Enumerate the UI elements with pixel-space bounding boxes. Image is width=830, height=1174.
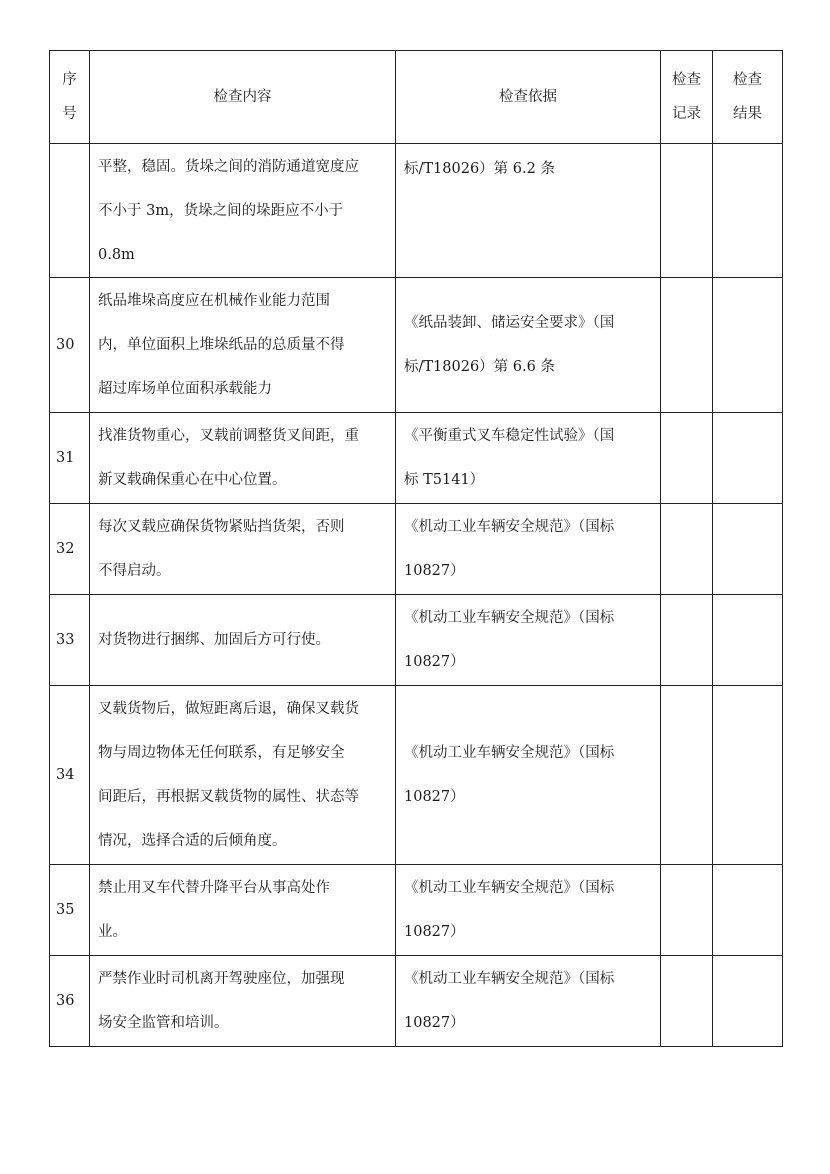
- basis-line: 标/T18026）第 6.6 条: [404, 359, 555, 375]
- header-no-line: 号: [62, 106, 77, 122]
- check-content: [90, 956, 396, 1047]
- content-line: 超过库场单位面积承载能力: [98, 381, 272, 397]
- basis-line: 《平衡重式叉车稳定性试验》（国: [404, 428, 615, 444]
- header-result: [713, 51, 783, 144]
- row-number: [50, 144, 90, 278]
- check-basis: [396, 413, 661, 504]
- content-line: 纸品堆垛高度应在机械作业能力范围: [98, 293, 330, 309]
- header-record-line: 记录: [672, 106, 701, 122]
- check-result-cell: [713, 413, 783, 504]
- header-content: 检查内容: [90, 51, 396, 144]
- row-number: 36: [50, 956, 90, 1047]
- header-basis: 检查依据: [396, 51, 661, 144]
- check-result-cell: [713, 595, 783, 686]
- row-number: 33: [50, 595, 90, 686]
- check-basis: [396, 595, 661, 686]
- content-line: 平整，稳固。货垛之间的消防通道宽度应: [98, 158, 359, 175]
- header-no-line: 序: [62, 72, 77, 88]
- check-content: [90, 865, 396, 956]
- content-line: 场安全监管和培训。: [98, 1015, 229, 1031]
- check-content: [90, 278, 396, 413]
- check-basis: [396, 278, 661, 413]
- table-row: [50, 504, 783, 595]
- check-record-cell: [661, 504, 713, 595]
- check-content: [90, 504, 396, 595]
- content-line: 对货物进行捆绑、加固后方可行使。: [98, 632, 330, 648]
- table-row: [50, 686, 783, 865]
- row-number: 35: [50, 865, 90, 956]
- content-line: 每次叉载应确保货物紧贴挡货架，否则: [98, 519, 345, 535]
- content-line: 内，单位面积上堆垛纸品的总质量不得: [98, 337, 345, 353]
- row-number: 31: [50, 413, 90, 504]
- header-result-line: 结果: [733, 106, 762, 122]
- basis-line: 10827）: [404, 789, 465, 805]
- content-line: 业。: [98, 924, 127, 940]
- check-basis: [396, 865, 661, 956]
- check-record-cell: [661, 686, 713, 865]
- basis-line: 《机动工业车辆安全规范》（国标: [404, 880, 615, 896]
- check-result-cell: [713, 686, 783, 865]
- check-content: [90, 686, 396, 865]
- inspection-table: [49, 50, 783, 1047]
- check-basis: [396, 956, 661, 1047]
- check-basis: [396, 144, 661, 278]
- check-record-cell: [661, 956, 713, 1047]
- basis-line: 《纸品装卸、储运安全要求》（国: [404, 315, 615, 331]
- check-result-cell: [713, 144, 783, 278]
- header-record-line: 检查: [672, 72, 701, 88]
- content-line: 0.8m: [98, 246, 135, 263]
- table-row: [50, 278, 783, 413]
- header-no: [50, 51, 90, 144]
- check-result-cell: [713, 865, 783, 956]
- check-record-cell: [661, 595, 713, 686]
- basis-line: 10827）: [404, 563, 465, 579]
- basis-line: 《机动工业车辆安全规范》（国标: [404, 745, 615, 761]
- header-result-line: 检查: [733, 72, 762, 88]
- check-record-cell: [661, 865, 713, 956]
- content-line: 不得启动。: [98, 563, 171, 579]
- content-line: 不小于 3m，货垛之间的垛距应不小于: [98, 202, 344, 219]
- header-record: [661, 51, 713, 144]
- content-line: 叉载货物后，做短距离后退，确保叉载货: [98, 701, 359, 717]
- basis-line: 标 T5141）: [404, 472, 485, 488]
- check-record-cell: [661, 278, 713, 413]
- table-row: [50, 865, 783, 956]
- content-line: 物与周边物体无任何联系，有足够安全: [98, 745, 345, 761]
- check-result-cell: [713, 956, 783, 1047]
- content-line: 找准货物重心，叉载前调整货叉间距，重: [98, 428, 359, 444]
- basis-line: 《机动工业车辆安全规范》（国标: [404, 519, 615, 535]
- content-line: 禁止用叉车代替升降平台从事高处作: [98, 880, 330, 896]
- check-record-cell: [661, 144, 713, 278]
- check-record-cell: [661, 413, 713, 504]
- check-content: [90, 595, 396, 686]
- check-content: [90, 144, 396, 278]
- check-basis: [396, 504, 661, 595]
- content-line: 间距后，再根据叉载货物的属性、状态等: [98, 789, 359, 805]
- basis-line: 10827）: [404, 924, 465, 940]
- basis-line: 《机动工业车辆安全规范》（国标: [404, 610, 615, 626]
- basis-line: 10827）: [404, 654, 465, 670]
- table-row: [50, 595, 783, 686]
- row-number: 32: [50, 504, 90, 595]
- content-line: 情况，选择合适的后倾角度。: [98, 833, 287, 849]
- content-line: 严禁作业时司机离开驾驶座位，加强现: [98, 971, 345, 987]
- check-result-cell: [713, 278, 783, 413]
- table-row: [50, 413, 783, 504]
- content-line: 新叉载确保重心在中心位置。: [98, 472, 287, 488]
- header-row: [50, 51, 783, 144]
- basis-line: 标/T18026）第 6.2 条: [404, 161, 555, 177]
- row-number: 30: [50, 278, 90, 413]
- basis-line: 10827）: [404, 1015, 465, 1031]
- check-result-cell: [713, 504, 783, 595]
- table-row: [50, 144, 783, 278]
- row-number: 34: [50, 686, 90, 865]
- check-content: [90, 413, 396, 504]
- check-basis: [396, 686, 661, 865]
- table-row: [50, 956, 783, 1047]
- basis-line: 《机动工业车辆安全规范》（国标: [404, 971, 615, 987]
